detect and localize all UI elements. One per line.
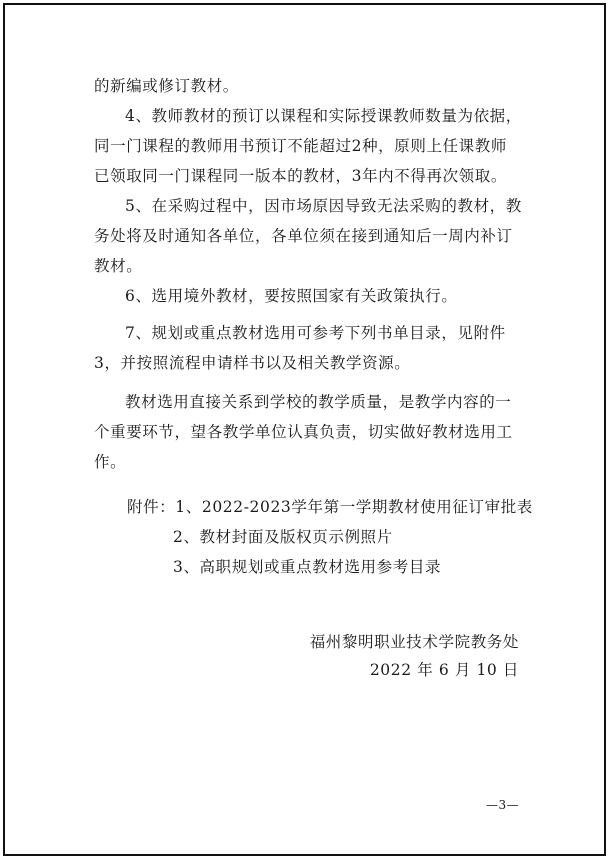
paragraph-continuation: 的新编或修订教材。 [94, 77, 239, 95]
signature-block [310, 628, 519, 684]
paragraph-item-4: 4、教师教材的预订以课程和实际授课教师数量为依据，同一门课程的教师用书预订不能超过2种，原则上任课教师已领取同一门课程同一版本的教材，3年内不得再次领取。 [94, 107, 522, 185]
issuing-office: 福州黎明职业技术学院教务处 [309, 633, 519, 651]
paragraph-item-5: 5、在采购过程中，因市场原因导致无法采购的教材，教务处将及时通知各单位，各单位须在接到通知后一周内补订教材。 [94, 197, 522, 275]
attachment-1: 附件：1、2022-2023学年第一学期教材使用征订审批表 [127, 498, 533, 516]
paragraph-item-6: 6、选用境外教材，要按照国家有关政策执行。 [125, 287, 458, 305]
paragraph-item-7: 7、规划或重点教材选用可参考下列书单目录，见附件3，并按照流程申请样书以及相关教学资源。 [94, 324, 506, 372]
attachments-list [127, 492, 547, 582]
page-number: —3— [486, 798, 520, 812]
document-body [94, 71, 522, 477]
attachment-2: 2、教材封面及版权页示例照片 [173, 528, 393, 546]
issue-date: 2022 年 6 月 10 日 [369, 661, 519, 679]
paragraph-closing: 教材选用直接关系到学校的教学质量，是教学内容的一个重要环节，望各教学单位认真负责，切实做好教材选用工作。 [94, 393, 513, 471]
attachment-3: 3、高职规划或重点教材选用参考目录 [173, 558, 442, 576]
